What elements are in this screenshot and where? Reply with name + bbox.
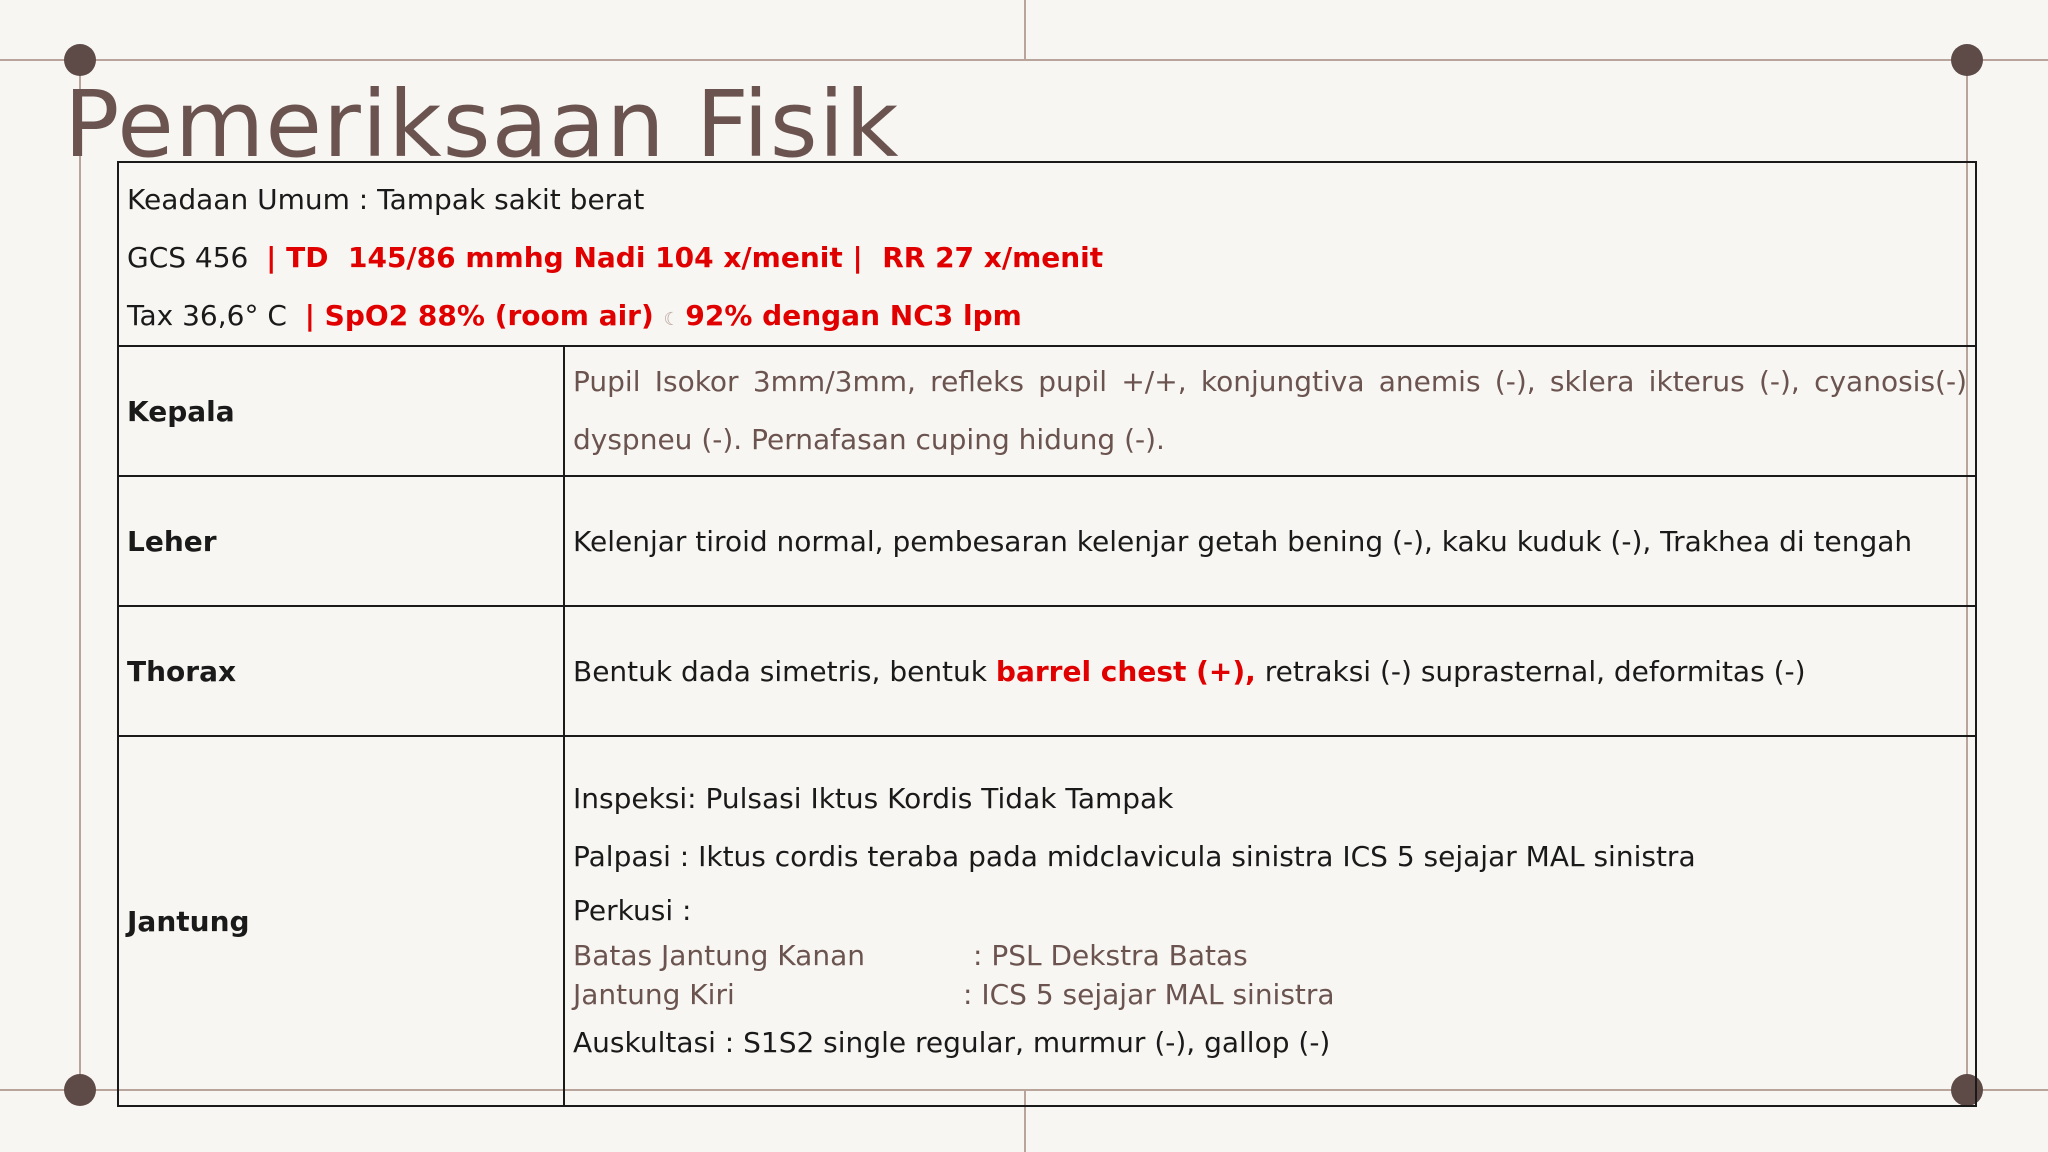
general-condition-text: Keadaan Umum : Tampak sakit berat	[127, 183, 645, 216]
perkusi-kanan-value: : PSL Dekstra Batas	[973, 939, 1248, 972]
arrow-icon: ☾	[663, 309, 686, 330]
vitals-line-2	[127, 287, 1967, 345]
jantung-perkusi-kanan	[573, 936, 1967, 975]
row-value-thorax	[564, 606, 1976, 736]
table-row-jantung	[118, 736, 1976, 1106]
thorax-text-after: retraksi (-) suprasternal, deformitas (-)	[1255, 654, 1806, 688]
thorax-text-before: Bentuk dada simetris, bentuk	[573, 654, 996, 688]
row-label-thorax: Thorax	[118, 606, 564, 736]
spo2-room-air: | SpO2 88% (room air)	[304, 299, 664, 332]
jantung-inspeksi: Inspeksi: Pulsasi Iktus Kordis Tidak Tampak	[573, 782, 1174, 815]
table-row-kepala	[118, 346, 1976, 476]
perkusi-kiri-key: Jantung Kiri	[573, 978, 735, 1011]
spo2-nasal-cannula: 92% dengan NC3 lpm	[685, 299, 1022, 332]
table-row-leher	[118, 476, 1976, 606]
physical-exam-table	[117, 161, 1977, 1107]
perkusi-kiri-value: : ICS 5 sejajar MAL sinistra	[963, 978, 1335, 1011]
thorax-barrel-chest: barrel chest (+),	[995, 654, 1256, 688]
corner-dot-top-right	[1951, 44, 1983, 76]
jantung-perkusi-heading: Perkusi :	[573, 894, 692, 927]
temperature-text: Tax 36,6° C	[127, 299, 305, 332]
row-value-jantung	[564, 736, 1976, 1106]
summary-cell	[118, 162, 1976, 346]
general-condition-line	[127, 171, 1967, 229]
vitals-bp-pulse-rr: | TD 145/86 mmhg Nadi 104 x/menit | RR 27 x/menit	[266, 241, 1104, 274]
row-value-leher: Kelenjar tiroid normal, pembesaran kelenjar getah bening (-), kaku kuduk (-), Trakhea di tengah	[564, 476, 1976, 606]
frame-top-tick	[1024, 0, 1026, 59]
row-value-kepala: Pupil Isokor 3mm/3mm, refleks pupil +/+, konjungtiva anemis (-), sklera ikterus (-), cyanosis(-) dyspneu (-). Pernafasan cuping hidung (-).	[564, 346, 1976, 476]
page-title: Pemeriksaan Fisik	[64, 71, 900, 178]
frame-top-line	[0, 59, 2048, 61]
table-row-thorax	[118, 606, 1976, 736]
row-label-leher: Leher	[118, 476, 564, 606]
row-label-kepala: Kepala	[118, 346, 564, 476]
frame-left-line	[79, 59, 81, 1091]
row-label-jantung: Jantung	[118, 736, 564, 1106]
jantung-perkusi-kiri	[573, 975, 1967, 1014]
summary-row	[118, 162, 1976, 346]
jantung-palpasi: Palpasi : Iktus cordis teraba pada midclavicula sinistra ICS 5 sejajar MAL sinistra	[573, 840, 1696, 873]
corner-dot-bottom-left	[64, 1074, 96, 1106]
vitals-line-1	[127, 229, 1967, 287]
jantung-auskultasi: Auskultasi : S1S2 single regular, murmur (-), gallop (-)	[573, 1026, 1331, 1059]
gcs-text: GCS 456	[127, 241, 267, 274]
perkusi-kanan-key: Batas Jantung Kanan	[573, 939, 865, 972]
